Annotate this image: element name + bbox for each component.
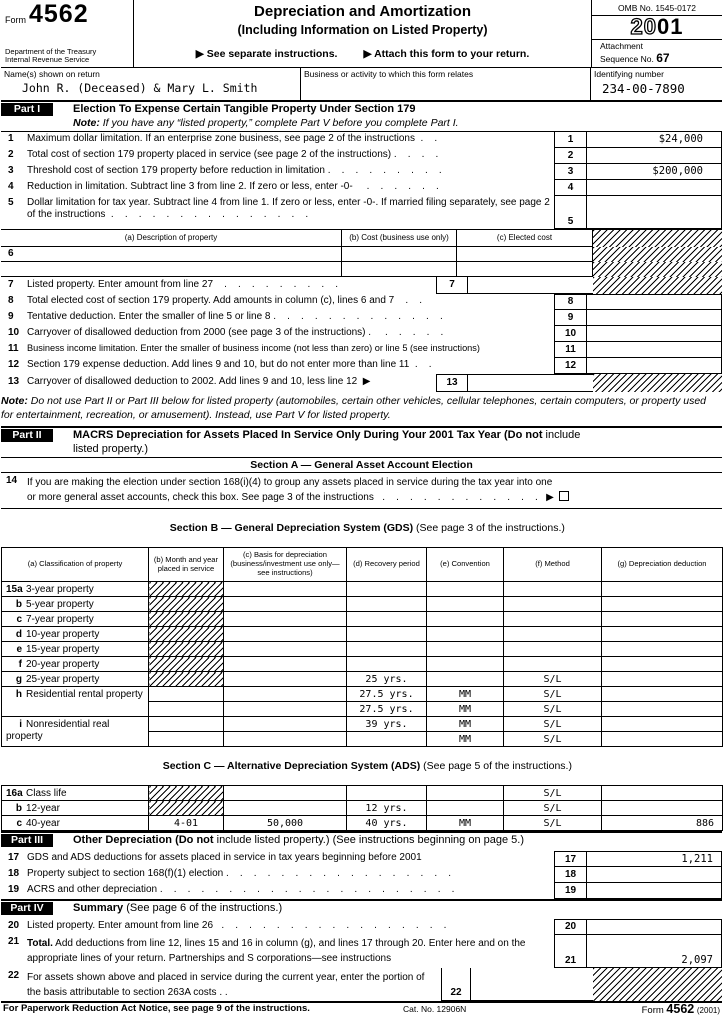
part4-header xyxy=(1,899,722,917)
cell-16b-method: S/L xyxy=(504,801,602,816)
gds-table xyxy=(1,547,723,747)
cell-15h2-basis[interactable] xyxy=(224,702,347,717)
omb-block xyxy=(591,0,722,67)
cell-15h1-recovery: 27.5 yrs. xyxy=(347,687,427,702)
cell-15h1-deduction[interactable] xyxy=(602,687,723,702)
line-19-text: ACRS and other depreciation . . . . . . . . . . . . . . . . . . . . . . xyxy=(27,884,455,896)
line-2-box: 2 xyxy=(554,148,587,164)
cell-15c-method[interactable] xyxy=(504,612,602,627)
cell-15a-recovery[interactable] xyxy=(347,582,427,597)
line-6-elected-cell-1[interactable] xyxy=(456,247,593,262)
line-6-cost-cell-1[interactable] xyxy=(341,247,456,262)
cell-15h1-month[interactable] xyxy=(149,687,224,702)
line-19-value[interactable] xyxy=(587,883,722,899)
line-6-number: 6 xyxy=(1,247,341,262)
cell-15h2-method: S/L xyxy=(504,702,602,717)
cell-15e-recovery[interactable] xyxy=(347,642,427,657)
cell-15b-convention[interactable] xyxy=(427,597,504,612)
part1-header xyxy=(1,100,722,132)
part2-header xyxy=(1,426,722,458)
cell-15c-basis[interactable] xyxy=(224,612,347,627)
cell-15h2-month[interactable] xyxy=(149,702,224,717)
hatched-cell xyxy=(149,582,224,597)
line-1-text: Maximum dollar limitation. If an enterprise zone business, see page 2 of the instructions . . xyxy=(27,132,438,144)
row-16b: b 12-year 12 yrs. S/L xyxy=(2,801,723,816)
see-instructions-note: ▶ See separate instructions. xyxy=(195,48,338,60)
line-10-text: Carryover of disallowed deduction from 2000 (see page 3 of the instructions) . . . . . . xyxy=(27,326,444,338)
hatched-area xyxy=(593,262,722,277)
line-4-text: Reduction in limitation. Subtract line 3 from line 2. If zero or less, enter -0- . . . . . . xyxy=(27,180,439,192)
cell-15g-recovery: 25 yrs. xyxy=(347,672,427,687)
line-22-value[interactable] xyxy=(471,968,593,1001)
hatched-cell xyxy=(149,627,224,642)
part2-label: Part II xyxy=(1,429,53,442)
cell-15f-convention[interactable] xyxy=(427,657,504,672)
line-11-value[interactable] xyxy=(587,342,722,358)
gds-col-b: (b) Month and year placed in service xyxy=(149,548,224,582)
cell-16b-deduction[interactable] xyxy=(602,801,723,816)
line-18: 18 Property subject to section 168(f)(1) election . . . . . . . . . . . . . . . . . 18 xyxy=(1,867,722,883)
line-13-value[interactable] xyxy=(468,374,593,392)
line-22-box: 22 xyxy=(441,968,471,1001)
col-a-header: (a) Description of property xyxy=(1,230,341,247)
business-field[interactable] xyxy=(304,79,587,81)
line-10-value[interactable] xyxy=(587,326,722,342)
cell-15g-convention[interactable] xyxy=(427,672,504,687)
hatched-area xyxy=(593,230,722,247)
cell-15d-convention[interactable] xyxy=(427,627,504,642)
line-3-box: 3 xyxy=(554,164,587,180)
row-15e: e 15-year property xyxy=(2,642,723,657)
year-solid: 01 xyxy=(657,14,684,39)
line-21: 21 Total. Add deductions from line 12, lines 15 and 16 in column (g), and lines 17 through 20. Enter here and on the appropriate lines of your return. Partnerships and S corporations—see instructions 21 2,097 xyxy=(1,935,722,968)
cell-15i2-deduction[interactable] xyxy=(602,732,723,747)
form-title: Depreciation and Amortization xyxy=(254,3,471,20)
line-9-value[interactable] xyxy=(587,310,722,326)
row-15h-1: h Residential rental property 27.5 yrs. MM S/L xyxy=(2,687,723,702)
form-word: Form xyxy=(5,15,26,26)
cell-15i1-month[interactable] xyxy=(149,717,224,732)
cell-16c-method: S/L xyxy=(504,816,602,831)
part1-note: Note: If you have any “listed property,” complete Part V before you complete Part I. xyxy=(73,116,459,129)
row-15i-1: i Nonresidential real property 39 yrs. MM S/L xyxy=(2,717,723,732)
attachment-sequence: Attachment Sequence No. 67 xyxy=(600,41,670,66)
line-6-table-header xyxy=(1,229,722,247)
dept-irs: Internal Revenue Service xyxy=(5,55,90,65)
line-19-box: 19 xyxy=(554,883,587,899)
part1-title: Election To Expense Certain Tangible Property Under Section 179 xyxy=(73,103,416,115)
footer-form-id: Form 4562 (2001) xyxy=(641,1001,720,1016)
line-13-text: Carryover of disallowed deduction to 2002. Add lines 9 and 10, less line 12 ▶ xyxy=(27,375,371,387)
line-17-text: GDS and ADS deductions for assets placed in service in tax years beginning before 2001 xyxy=(27,852,422,864)
line-9: 9 Tentative deduction. Enter the smaller of line 5 or line 8 . . . . . . . . . . . . . 9 xyxy=(1,310,722,326)
cell-15h2-deduction[interactable] xyxy=(602,702,723,717)
row-15b: b 5-year property xyxy=(2,597,723,612)
line-21-box: 21 xyxy=(554,935,587,968)
line-18-value[interactable] xyxy=(587,867,722,883)
line-9-text: Tentative deduction. Enter the smaller of line 5 or line 8 . . . . . . . . . . . . . xyxy=(27,310,443,322)
cell-16a-deduction[interactable] xyxy=(602,786,723,801)
cell-15f-method[interactable] xyxy=(504,657,602,672)
line-4: 4 Reduction in limitation. Subtract line 3 from line 2. If zero or less, enter -0- . . . . . . 4 xyxy=(1,180,722,196)
cell-15i2-method: S/L xyxy=(504,732,602,747)
row-15a: 15a 3-year property xyxy=(2,582,723,597)
attach-note: ▶ Attach this form to your return. xyxy=(363,48,530,60)
cell-15i2-convention: MM xyxy=(427,732,504,747)
line-11: 11 Business income limitation. Enter the smaller of business income (not less than zero) or line 5 (see instructions) 11 xyxy=(1,342,722,358)
line-2: 2 Total cost of section 179 property placed in service (see page 2 of the instructions) . . . . 2 xyxy=(1,148,722,164)
cell-15g-basis[interactable] xyxy=(224,672,347,687)
line-7-text: Listed property. Enter amount from line 27 . . . . . . . . . xyxy=(27,278,339,290)
name-label: Name(s) shown on return xyxy=(4,69,100,79)
line-21-text: Total. Add deductions from line 12, lines 15 and 16 in column (g), and lines 17 through 20. Enter here and on the appropriate lines of your return. Partnerships and S corporations—see instructions xyxy=(27,937,529,964)
gds-col-c: (c) Basis for depreciation (business/investment use only—see instructions) xyxy=(224,548,347,582)
line-5-text: Dollar limitation for tax year. Subtract line 4 from line 1. If zero or less, enter -0-. If married filing separately, see page 2 of the instructions . . . . . . . . . . . . . . . xyxy=(27,196,553,221)
omb-number: OMB No. 1545-0172 xyxy=(592,0,722,16)
line-12-text: Section 179 expense deduction. Add lines 9 and 10, but do not enter more than line 11 . . xyxy=(27,358,432,370)
line-6-table xyxy=(1,229,722,294)
line-14-text: If you are making the election under section 168(i)(4) to group any assets placed in service during the tax year into one or more general asset accounts, check this box. See page 3 of the instructions . . . . . . . . . . . . ▶ xyxy=(27,475,722,505)
cell-15e-method[interactable] xyxy=(504,642,602,657)
cell-15b-method[interactable] xyxy=(504,597,602,612)
line-21-value[interactable]: 2,097 xyxy=(587,935,722,968)
cell-15g-method: S/L xyxy=(504,672,602,687)
identifying-number-label: Identifying number xyxy=(594,69,664,79)
line-2-value[interactable] xyxy=(587,148,722,164)
row-15d: d 10-year property xyxy=(2,627,723,642)
line-8-box: 8 xyxy=(554,294,587,310)
cell-15h2-convention: MM xyxy=(427,702,504,717)
line-11-text: Business income limitation. Enter the smaller of business income (not less than zero) or line 5 (see instructions) xyxy=(27,342,480,353)
line-11-box: 11 xyxy=(554,342,587,358)
identifying-number-field[interactable]: 234-00-7890 xyxy=(602,81,685,96)
cell-15f-basis[interactable] xyxy=(224,657,347,672)
cell-16b-basis[interactable] xyxy=(224,801,347,816)
cell-16c-basis[interactable]: 50,000 xyxy=(224,816,347,831)
hatched-area xyxy=(593,374,722,392)
line-6-description-cell-2[interactable] xyxy=(1,262,341,277)
line-5-box: 5 xyxy=(554,196,587,229)
cell-16b-convention[interactable] xyxy=(427,801,504,816)
line-12-box: 12 xyxy=(554,358,587,374)
cell-15d-basis[interactable] xyxy=(224,627,347,642)
dept-treasury: Department of the Treasury xyxy=(5,46,97,56)
hatched-area xyxy=(593,247,722,262)
line-18-box: 18 xyxy=(554,867,587,883)
line-3: 3 Threshold cost of section 179 property before reduction in limitation . . . . . . . . . 3 $200,000 xyxy=(1,164,722,180)
line-18-text: Property subject to section 168(f)(1) election . . . . . . . . . . . . . . . . . xyxy=(27,868,452,880)
line-7: 7 Listed property. Enter amount from line 27 . . . . . . . . . 7 xyxy=(1,277,722,294)
business-label: Business or activity to which this form relates xyxy=(304,69,474,79)
line-14: 14 If you are making the election under section 168(i)(4) to group any assets placed in service during the tax year into one or more general asset accounts, check this box. See page 3 of the instructions . . . . . . . . . . . . ▶ xyxy=(1,472,722,508)
cell-15c-convention[interactable] xyxy=(427,612,504,627)
col-c-header: (c) Elected cost xyxy=(456,230,593,247)
cell-15d-deduction[interactable] xyxy=(602,627,723,642)
line-4-box: 4 xyxy=(554,180,587,196)
line-6-elected-cell-2[interactable] xyxy=(456,262,593,277)
cell-15i1-convention: MM xyxy=(427,717,504,732)
hatched-cell xyxy=(149,612,224,627)
form-4562-page xyxy=(1,0,722,1016)
title-block xyxy=(134,0,591,67)
part4-title: Summary (See page 6 of the instructions.) xyxy=(73,902,283,915)
line-20-text: Listed property. Enter amount from line 26 . . . . . . . . . . . . . . . . . xyxy=(27,919,447,931)
cell-15d-recovery[interactable] xyxy=(347,627,427,642)
cell-15i1-deduction[interactable] xyxy=(602,717,723,732)
attachment-sequence-number: 67 xyxy=(656,51,670,66)
hatched-area xyxy=(593,968,722,1001)
line-8-text: Total elected cost of section 179 property. Add amounts in column (c), lines 6 and 7 . . xyxy=(27,294,423,306)
form-header xyxy=(1,0,722,68)
cell-15i2-recovery[interactable] xyxy=(347,732,427,747)
line-1-box: 1 xyxy=(554,132,587,148)
line-22-text: For assets shown above and placed in service during the current year, enter the portion of the basis attributable to section 263A costs . . xyxy=(27,971,425,998)
part1-label: Part I xyxy=(1,103,53,116)
identity-row xyxy=(1,68,722,100)
col-b-header: (b) Cost (business use only) xyxy=(341,230,456,247)
line-17-value[interactable]: 1,211 xyxy=(587,851,722,867)
line-20-value[interactable] xyxy=(587,919,722,935)
tax-year xyxy=(592,16,722,40)
part4-label: Part IV xyxy=(1,902,53,915)
paperwork-notice: For Paperwork Reduction Act Notice, see page 9 of the instructions. xyxy=(3,1003,310,1015)
line-6-cost-cell-2[interactable] xyxy=(341,262,456,277)
section-b-header: Section B — General Depreciation System (GDS) (See page 3 of the instructions.) xyxy=(1,508,722,547)
listed-property-note: Note: Do not use Part II or Part III below for listed property (automobiles, certain other vehicles, cellular telephones, certain computers, or property used for entertainment, recreation, or amusement). Instead, use Part V for listed property. xyxy=(1,394,707,422)
general-asset-account-checkbox[interactable] xyxy=(559,491,569,501)
cell-16a-basis[interactable] xyxy=(224,786,347,801)
cell-15f-recovery[interactable] xyxy=(347,657,427,672)
cell-15b-basis[interactable] xyxy=(224,597,347,612)
form-subtitle: (Including Information on Listed Property) xyxy=(237,23,488,37)
section-c-header: Section C — Alternative Depreciation System (ADS) (See page 5 of the instructions.) xyxy=(162,760,572,773)
line-13-box: 13 xyxy=(436,374,468,392)
cell-16a-recovery[interactable] xyxy=(347,786,427,801)
form-footer xyxy=(1,1001,722,1015)
line-8: 8 Total elected cost of section 179 property. Add amounts in column (c), lines 6 and 7 . . 8 xyxy=(1,294,722,310)
cell-15c-recovery[interactable] xyxy=(347,612,427,627)
line-22: 22 For assets shown above and placed in service during the current year, enter the portion of the basis attributable to section 263A costs . . 22 xyxy=(1,968,722,1001)
cell-15a-deduction[interactable] xyxy=(602,582,723,597)
cell-15c-deduction[interactable] xyxy=(602,612,723,627)
hatched-cell xyxy=(149,801,224,816)
section-a-header: Section A — General Asset Account Election xyxy=(1,457,722,472)
line-10: 10 Carryover of disallowed deduction from 2000 (see page 3 of the instructions) . . . . . . 10 xyxy=(1,326,722,342)
cell-15a-convention[interactable] xyxy=(427,582,504,597)
hatched-cell xyxy=(149,597,224,612)
line-7-box: 7 xyxy=(436,277,468,294)
cell-15e-deduction[interactable] xyxy=(602,642,723,657)
line-20-box: 20 xyxy=(554,919,587,935)
line-1: 1 Maximum dollar limitation. If an enterprise zone business, see page 2 of the instructions . . 1 $24,000 xyxy=(1,132,722,148)
cell-15h1-method: S/L xyxy=(504,687,602,702)
line-6-row-1 xyxy=(1,247,722,262)
row-15c: c 7-year property xyxy=(2,612,723,627)
cell-15e-basis[interactable] xyxy=(224,642,347,657)
cell-15i1-method: S/L xyxy=(504,717,602,732)
gds-col-a: (a) Classification of property xyxy=(2,548,149,582)
gds-col-e: (e) Convention xyxy=(427,548,504,582)
hatched-area xyxy=(593,277,722,294)
hatched-cell xyxy=(149,642,224,657)
cell-16c-month[interactable]: 4-01 xyxy=(149,816,224,831)
part3-label: Part III xyxy=(1,834,53,847)
line-10-box: 10 xyxy=(554,326,587,342)
cell-15a-method[interactable] xyxy=(504,582,602,597)
part3-header xyxy=(1,831,722,849)
hatched-cell xyxy=(149,657,224,672)
gds-col-d: (d) Recovery period xyxy=(347,548,427,582)
part2-title: MACRS Depreciation for Assets Placed In Service Only During Your 2001 Tax Year (Do not include listed property.) xyxy=(73,428,581,455)
line-8-value[interactable] xyxy=(587,294,722,310)
row-16a: 16a Class life S/L xyxy=(2,786,723,801)
line-3-value[interactable]: $200,000 xyxy=(587,164,722,180)
cell-15a-basis[interactable] xyxy=(224,582,347,597)
cell-15i1-recovery: 39 yrs. xyxy=(347,717,427,732)
cell-16a-convention[interactable] xyxy=(427,786,504,801)
cell-16c-convention: MM xyxy=(427,816,504,831)
cell-15e-convention[interactable] xyxy=(427,642,504,657)
cell-15h1-basis[interactable] xyxy=(224,687,347,702)
form-number-block xyxy=(1,0,134,67)
part3-title: Other Depreciation (Do not include listed property.) (See instructions beginning on page 5.) xyxy=(73,834,524,847)
gds-col-g: (g) Depreciation deduction xyxy=(602,548,723,582)
cell-15h1-convention: MM xyxy=(427,687,504,702)
cell-15i2-month[interactable] xyxy=(149,732,224,747)
line-9-box: 9 xyxy=(554,310,587,326)
cell-15i1-basis[interactable] xyxy=(224,717,347,732)
line-12: 12 Section 179 expense deduction. Add lines 9 and 10, but do not enter more than line 11 . . 12 xyxy=(1,358,722,374)
line-4-value[interactable] xyxy=(587,180,722,196)
line-13: 13 Carryover of disallowed deduction to 2002. Add lines 9 and 10, less line 12 ▶ 13 xyxy=(1,374,722,392)
cell-15b-deduction[interactable] xyxy=(602,597,723,612)
line-5: 5 Dollar limitation for tax year. Subtract line 4 from line 1. If zero or less, enter -0-. If married filing separately, see page 2 of the instructions . . . . . . . . . . . . . . . 5 xyxy=(1,196,722,229)
name-field[interactable]: John R. (Deceased) & Mary L. Smith xyxy=(22,81,258,95)
cell-15i2-basis[interactable] xyxy=(224,732,347,747)
row-15g: g 25-year property 25 yrs. S/L xyxy=(2,672,723,687)
hatched-cell xyxy=(149,672,224,687)
line-7-value[interactable] xyxy=(468,277,593,294)
cell-16a-method: S/L xyxy=(504,786,602,801)
line-2-text: Total cost of section 179 property placed in service (see page 2 of the instructions) . . . . xyxy=(27,148,439,160)
catalog-number: Cat. No. 12906N xyxy=(403,1003,467,1014)
line-17: 17 GDS and ADS deductions for assets placed in service in tax years beginning before 2001 17 1,211 xyxy=(1,851,722,867)
line-5-value[interactable] xyxy=(587,196,722,229)
row-15f: f 20-year property xyxy=(2,657,723,672)
line-17-box: 17 xyxy=(554,851,587,867)
gds-header-row xyxy=(2,548,723,582)
year-outline: 20 xyxy=(630,14,657,39)
form-number: 4562 xyxy=(29,0,89,28)
cell-15d-method[interactable] xyxy=(504,627,602,642)
line-12-value[interactable] xyxy=(587,358,722,374)
line-1-value[interactable]: $24,000 xyxy=(587,132,722,148)
line-19: 19 ACRS and other depreciation . . . . . . . . . . . . . . . . . . . . . . 19 xyxy=(1,883,722,899)
cell-16b-recovery: 12 yrs. xyxy=(347,801,427,816)
row-16c: c 40-year 4-01 50,000 40 yrs. MM S/L 886 xyxy=(2,816,723,831)
ads-table xyxy=(1,785,723,831)
cell-15h2-recovery: 27.5 yrs. xyxy=(347,702,427,717)
gds-col-f: (f) Method xyxy=(504,548,602,582)
line-20: 20 Listed property. Enter amount from line 26 . . . . . . . . . . . . . . . . . 20 xyxy=(1,919,722,935)
cell-15g-deduction[interactable] xyxy=(602,672,723,687)
cell-16c-recovery: 40 yrs. xyxy=(347,816,427,831)
cell-15b-recovery[interactable] xyxy=(347,597,427,612)
hatched-cell xyxy=(149,786,224,801)
line-6-row-2 xyxy=(1,262,722,277)
cell-15f-deduction[interactable] xyxy=(602,657,723,672)
cell-16c-deduction[interactable]: 886 xyxy=(602,816,723,831)
line-3-text: Threshold cost of section 179 property before reduction in limitation . . . . . . . . . xyxy=(27,164,442,176)
